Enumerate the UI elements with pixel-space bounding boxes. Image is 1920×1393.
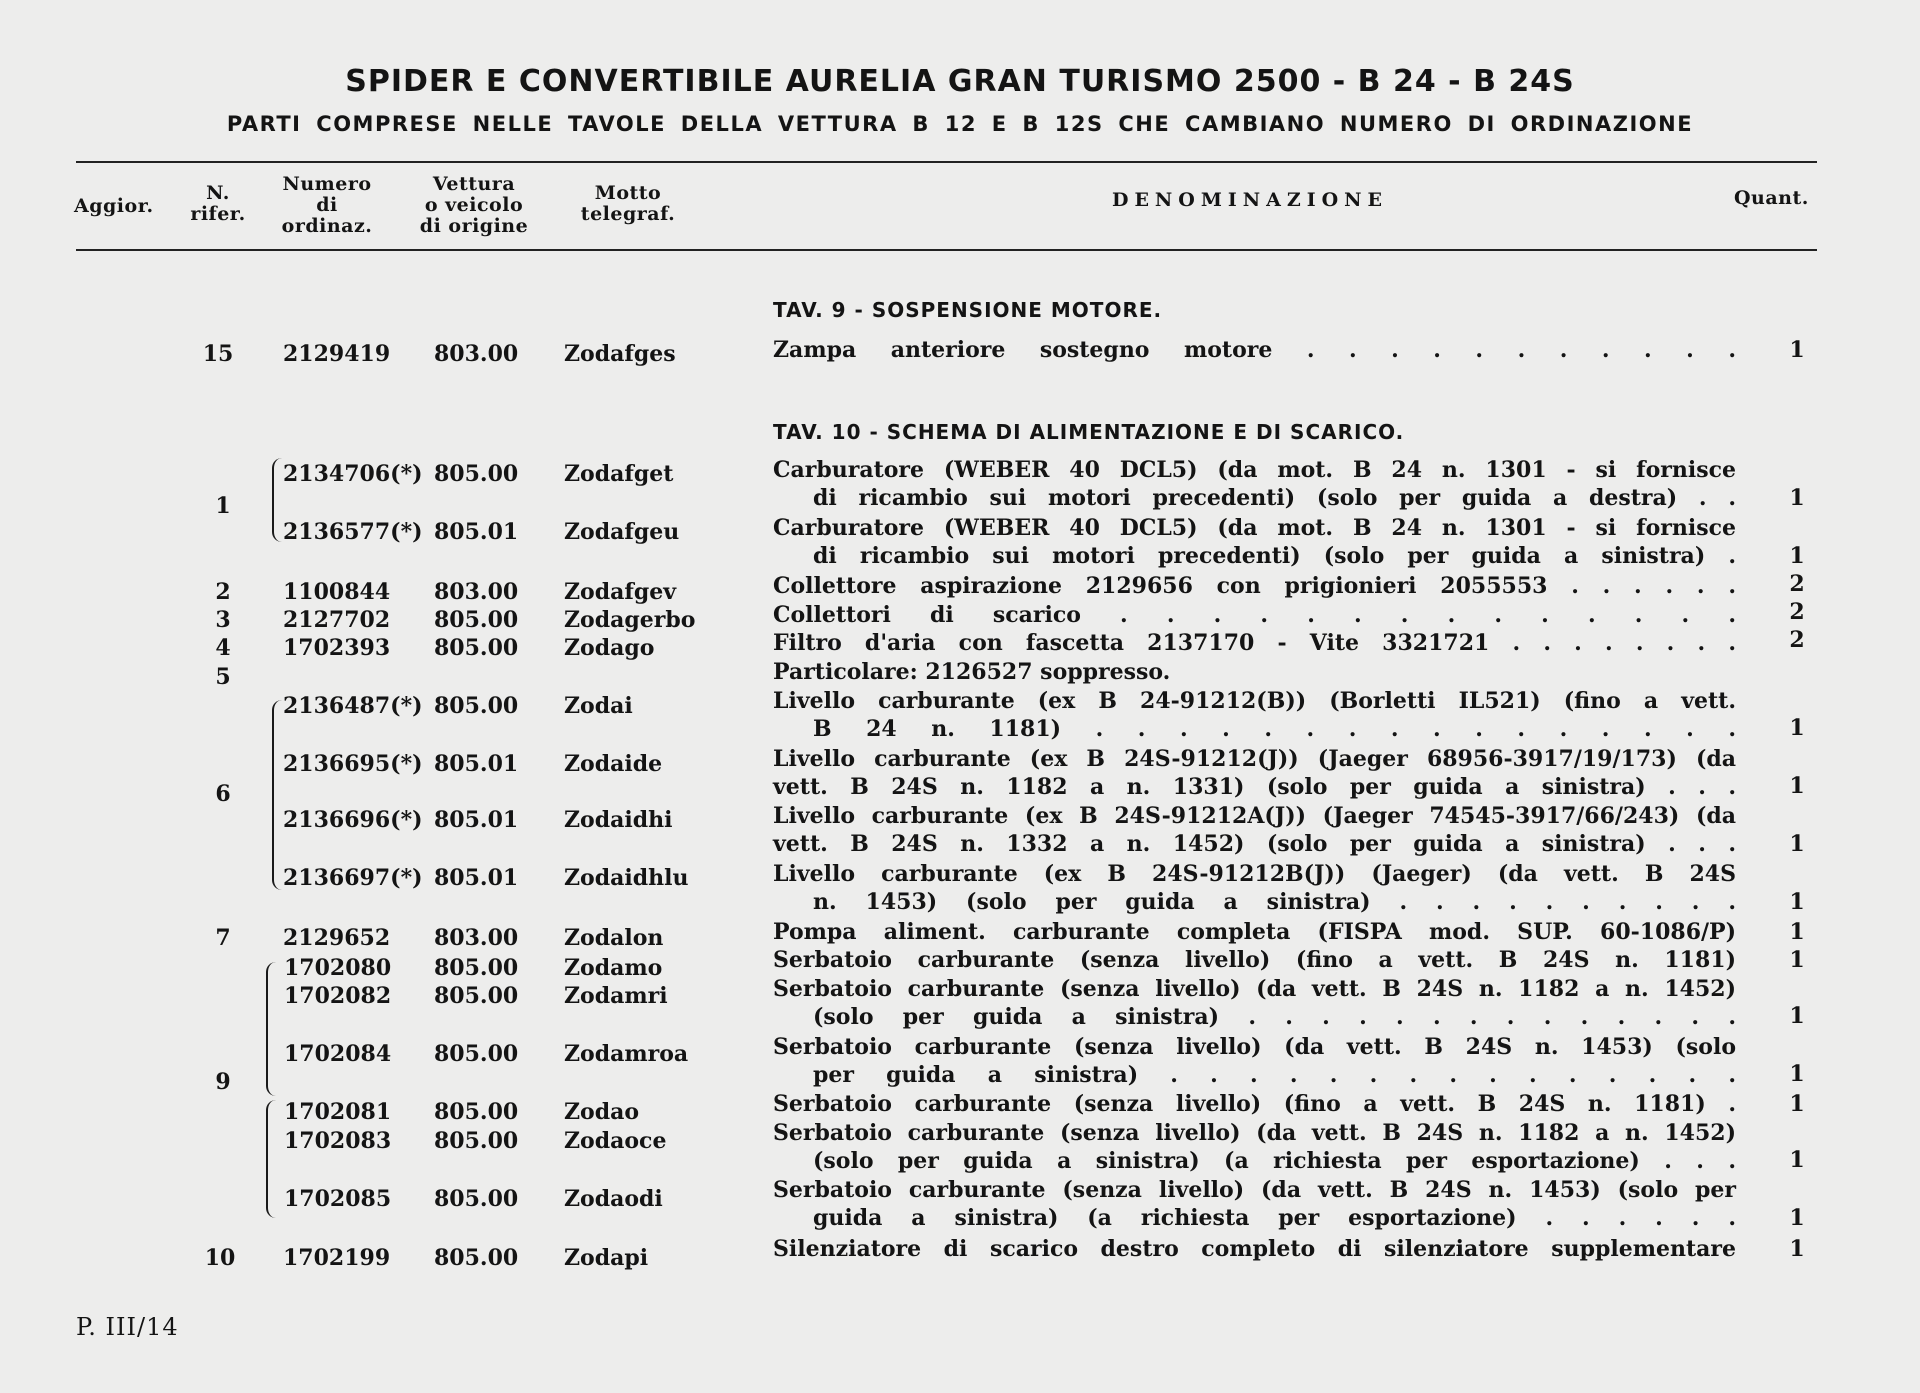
row-description: Zampa anteriore sostegno motore . . . . . . . . . . . [773,337,1736,363]
row-ref: 10 [204,1245,236,1271]
row-description: Serbatoio carburante (senza livello) (da vett. B 24S n. 1453) (solo per guida a sinistra) (a richiesta per esportazione) . . . . . . [773,1177,1736,1231]
row-quantity: 1 [1789,485,1805,511]
row-part-number: 2136577(*) [283,519,423,545]
row-quantity: 2 [1789,571,1805,597]
row-part-number: 1702081 [284,1099,392,1125]
row-ref: 15 [202,341,234,367]
header-top-rule [76,161,1817,163]
row-telegraph: Zodamri [564,983,668,1009]
header-numero: Numero di ordinaz. [281,173,373,237]
row-vehicle: 803.00 [434,579,519,605]
row-part-number: 1702083 [284,1128,392,1154]
group-brace [272,700,282,890]
row-description: Filtro d'aria con fascetta 2137170 - Vite 3321721 . . . . . . . . [773,630,1736,656]
row-telegraph: Zodaide [564,751,663,777]
row-description: Livello carburante (ex B 24S-91212(J)) (Jaeger 68956-3917/19/173) (da vett. B 24S n. 1182 a n. 1331) (solo per guida a sinistra) . . . [773,746,1736,800]
row-quantity: 1 [1789,1061,1805,1087]
row-vehicle: 805.01 [434,807,519,833]
row-vehicle: 805.00 [434,1128,519,1154]
row-description: Livello carburante (ex B 24S-91212A(J)) (Jaeger 74545-3917/66/243) (da vett. B 24S n. 1332 a n. 1452) (solo per guida a sinistra) . . . [773,803,1736,857]
row-description: Carburatore (WEBER 40 DCL5) (da mot. B 24 n. 1301 - si fornisce di ricambio sui motori precedenti) (solo per guida a destra) . . [773,457,1736,511]
row-part-number: 1702084 [284,1041,392,1067]
row-telegraph: Zodafges [564,341,676,367]
row-part-number: 2127702 [283,607,391,633]
row-description: Livello carburante (ex B 24-91212(B)) (Borletti IL521) (fino a vett. B 24 n. 1181) . . . . . . . . . . . . . . . . [773,688,1736,742]
row-part-number: 1702393 [283,635,391,661]
row-quantity: 1 [1789,1147,1805,1173]
row-ref: 9 [215,1069,231,1095]
row-telegraph: Zodaodi [564,1186,663,1212]
row-description: Serbatoio carburante (senza livello) (da vett. B 24S n. 1453) (solo per guida a sinistra) . . . . . . . . . . . . . . . [773,1034,1736,1088]
row-telegraph: Zodamo [564,955,663,981]
row-telegraph: Zodapi [564,1245,649,1271]
row-part-number: 2129652 [283,925,391,951]
row-vehicle: 805.00 [434,1186,519,1212]
section-tav-9: TAV. 9 - SOSPENSIONE MOTORE. [773,298,1163,322]
row-vehicle: 805.00 [434,461,519,487]
header-denominazione: DENOMINAZIONE [1111,189,1389,211]
row-telegraph: Zodaoce [564,1128,667,1154]
header-bottom-rule [76,249,1817,251]
row-vehicle: 805.00 [434,1245,519,1271]
row-ref: 4 [215,635,231,661]
row-vehicle: 805.00 [434,1099,519,1125]
row-description: Serbatoio carburante (senza livello) (da vett. B 24S n. 1182 a n. 1452) (solo per guida a sinistra) (a richiesta per esportazione) . . . [773,1120,1736,1174]
row-quantity: 1 [1789,337,1805,363]
row-quantity: 2 [1789,627,1805,653]
row-vehicle: 805.00 [434,607,519,633]
row-quantity: 1 [1789,1236,1805,1262]
row-telegraph: Zodaidhlu [564,865,689,891]
row-telegraph: Zodao [564,1099,640,1125]
row-part-number: 1702085 [284,1186,392,1212]
row-part-number: 1702199 [283,1245,391,1271]
row-telegraph: Zodago [564,635,655,661]
page-title: SPIDER E CONVERTIBILE AURELIA GRAN TURISMO 2500 - B 24 - B 24S [345,64,1575,99]
row-description: Particolare: 2126527 soppresso. [773,659,1171,685]
row-part-number: 2136695(*) [283,751,423,777]
row-quantity: 1 [1789,919,1805,945]
row-vehicle: 805.00 [434,1041,519,1067]
row-vehicle: 805.00 [434,635,519,661]
row-telegraph: Zodafgeu [564,519,680,545]
row-quantity: 1 [1789,773,1805,799]
row-vehicle: 805.01 [434,751,519,777]
row-part-number: 1100844 [283,579,391,605]
row-quantity: 1 [1789,715,1805,741]
row-description: Pompa aliment. carburante completa (FISPA mod. SUP. 60-1086/P) [773,919,1736,945]
section-tav-10: TAV. 10 - SCHEMA DI ALIMENTAZIONE E DI SCARICO. [773,420,1405,444]
row-telegraph: Zodaidhi [564,807,673,833]
row-part-number: 2136487(*) [283,693,423,719]
header-vettura: Vettura o veicolo di origine [419,173,529,237]
row-part-number: 2129419 [283,341,391,367]
header-aggior: Aggior. [74,195,154,217]
row-telegraph: Zodafgev [564,579,676,605]
row-ref: 5 [215,664,231,690]
page-number: P. III/14 [76,1313,179,1341]
row-description: Serbatoio carburante (senza livello) (da vett. B 24S n. 1182 a n. 1452) (solo per guida a sinistra) . . . . . . . . . . . . . . [773,976,1736,1030]
row-telegraph: Zodamroa [564,1041,689,1067]
row-vehicle: 803.00 [434,341,519,367]
row-description: Serbatoio carburante (senza livello) (fino a vett. B 24S n. 1181) . [773,1091,1736,1117]
row-ref: 3 [215,607,231,633]
row-description: Silenziatore di scarico destro completo di silenziatore supplementare [773,1236,1736,1262]
row-vehicle: 805.00 [434,955,519,981]
row-part-number: 1702080 [284,955,392,981]
row-part-number: 2136697(*) [283,865,423,891]
row-telegraph: Zodafget [564,461,674,487]
row-telegraph: Zodalon [564,925,664,951]
row-quantity: 1 [1789,1091,1805,1117]
header-motto: Motto telegraf. [580,182,676,225]
row-description: Serbatoio carburante (senza livello) (fino a vett. B 24S n. 1181) [773,947,1736,973]
row-vehicle: 805.00 [434,983,519,1009]
row-description: Collettore aspirazione 2129656 con prigionieri 2055553 . . . . . . [773,573,1736,599]
row-quantity: 1 [1789,543,1805,569]
row-quantity: 2 [1789,599,1805,625]
row-description: Collettori di scarico . . . . . . . . . . . . . . [773,602,1736,628]
row-quantity: 1 [1789,1003,1805,1029]
row-vehicle: 805.01 [434,519,519,545]
row-quantity: 1 [1789,831,1805,857]
row-quantity: 1 [1789,1205,1805,1231]
row-ref: 6 [215,781,231,807]
header-quant: Quant. [1734,187,1809,209]
row-vehicle: 805.01 [434,865,519,891]
group-brace [272,458,282,542]
row-ref: 1 [215,493,231,519]
page-subtitle: PARTI COMPRESE NELLE TAVOLE DELLA VETTURA B 12 E B 12S CHE CAMBIANO NUMERO DI ORDINAZIONE [226,112,1694,136]
row-description: Livello carburante (ex B 24S-91212B(J)) (Jaeger) (da vett. B 24S n. 1453) (solo per guida a sinistra) . . . . . . . . . . [773,861,1736,915]
row-vehicle: 803.00 [434,925,519,951]
row-ref: 7 [215,925,231,951]
row-vehicle: 805.00 [434,693,519,719]
row-telegraph: Zodai [564,693,633,719]
row-description: Carburatore (WEBER 40 DCL5) (da mot. B 24 n. 1301 - si fornisce di ricambio sui motori precedenti) (solo per guida a sinistra) . [773,515,1736,569]
row-telegraph: Zodagerbo [564,607,696,633]
row-quantity: 1 [1789,947,1805,973]
header-rifer: N. rifer. [190,182,246,225]
group-brace [266,962,276,1096]
row-ref: 2 [215,579,231,605]
row-part-number: 2134706(*) [283,461,423,487]
row-part-number: 1702082 [284,983,392,1009]
row-quantity: 1 [1789,889,1805,915]
group-brace [266,1100,276,1218]
row-part-number: 2136696(*) [283,807,423,833]
